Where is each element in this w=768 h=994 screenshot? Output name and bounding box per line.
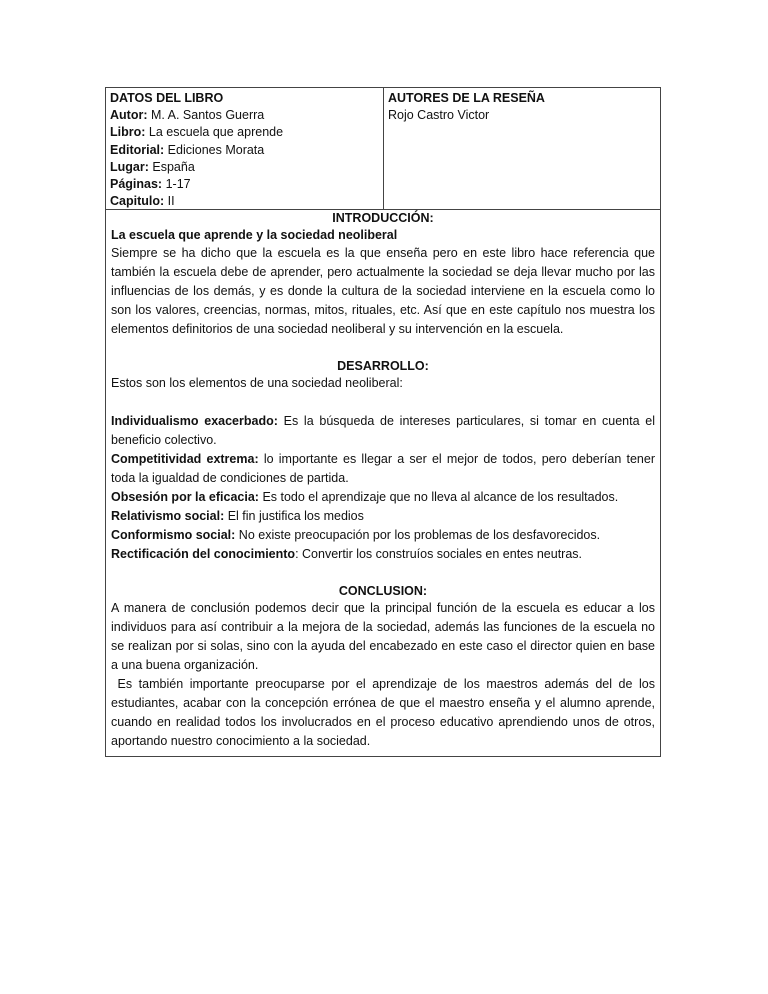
development-item: Conformismo social: No existe preocupación por los problemas de los desfavorecidos. (111, 528, 601, 542)
conclusion-paragraph-2: Es también importante preocuparse por el aprendizaje de los maestros además del de los estudiantes, acabar con la concepción errónea de que el maestro enseña y el alumno aprende, cuando en realidad todos los involucrados en el proceso educativo aprendiendo unos de otros, aportando nuestro conocimiento a la sociedad. (111, 677, 659, 748)
development-title: DESARROLLO: (337, 359, 429, 373)
introduction-title: INTRODUCCIÓN: (332, 211, 434, 225)
development-lead: Estos son los elementos de una sociedad neoliberal: (111, 376, 403, 390)
review-table (105, 87, 661, 757)
review-body (106, 210, 660, 756)
development-item: Competitividad extrema: lo importante es llegar a ser el mejor de todos, pero deberían tener toda la igualdad de condiciones de partida. (111, 452, 655, 485)
conclusion-paragraph-1: A manera de conclusión podemos decir que la principal función de la escuela es educar a los individuos para así contribuir a la mejora de la sociedad, además las funciones de la escuela no se realizan por si solas, sino con la ayuda del encabezado en este caso el director quien en base a una buena organización. (111, 601, 655, 672)
place-field: Lugar: España (110, 159, 195, 174)
header-row (106, 88, 660, 210)
publisher-field: Editorial: Ediciones Morata (110, 142, 265, 157)
chapter-field: Capitulo: II (110, 194, 175, 209)
review-authors-heading: AUTORES DE LA RESEÑA (388, 91, 545, 105)
conclusion-title: CONCLUSION: (338, 584, 428, 598)
development-item: Rectificación del conocimiento: Convertir los construíos sociales en entes neutras. (111, 547, 583, 561)
development-item: Relativismo social: El fin justifica los medios (111, 509, 364, 523)
book-data-heading: DATOS DEL LIBRO (110, 91, 224, 105)
review-authors-cell (384, 88, 660, 209)
introduction-text: Siempre se ha dicho que la escuela es la que enseña pero en este libro hace referencia que también la escuela debe de aprender, pero actualmente la sociedad se deja llevar mucho por las influencias de los demás, y es donde la cultura de la sociedad interviene en la escuela como lo son los valores, creencias, normas, mitos, rituales, etc. Así que en este capítulo nos muestra los elementos definitorios de una sociedad neoliberal y su intervención en la escuela. (111, 246, 655, 336)
book-title-field: Libro: La escuela que aprende (110, 125, 284, 140)
pages-field: Páginas: 1-17 (110, 177, 191, 192)
author-field: Autor: M. A. Santos Guerra (110, 108, 265, 123)
book-data-cell (106, 88, 384, 209)
development-item: Obsesión por la eficacia: Es todo el aprendizaje que no lleva al alcance de los resultados. (111, 490, 619, 504)
introduction-subtitle: La escuela que aprende y la sociedad neoliberal (111, 228, 398, 242)
review-author-name: Rojo Castro Victor (388, 108, 490, 123)
development-item: Individualismo exacerbado: Es la búsqueda de intereses particulares, si tomar en cuenta el beneficio colectivo. (111, 414, 655, 447)
